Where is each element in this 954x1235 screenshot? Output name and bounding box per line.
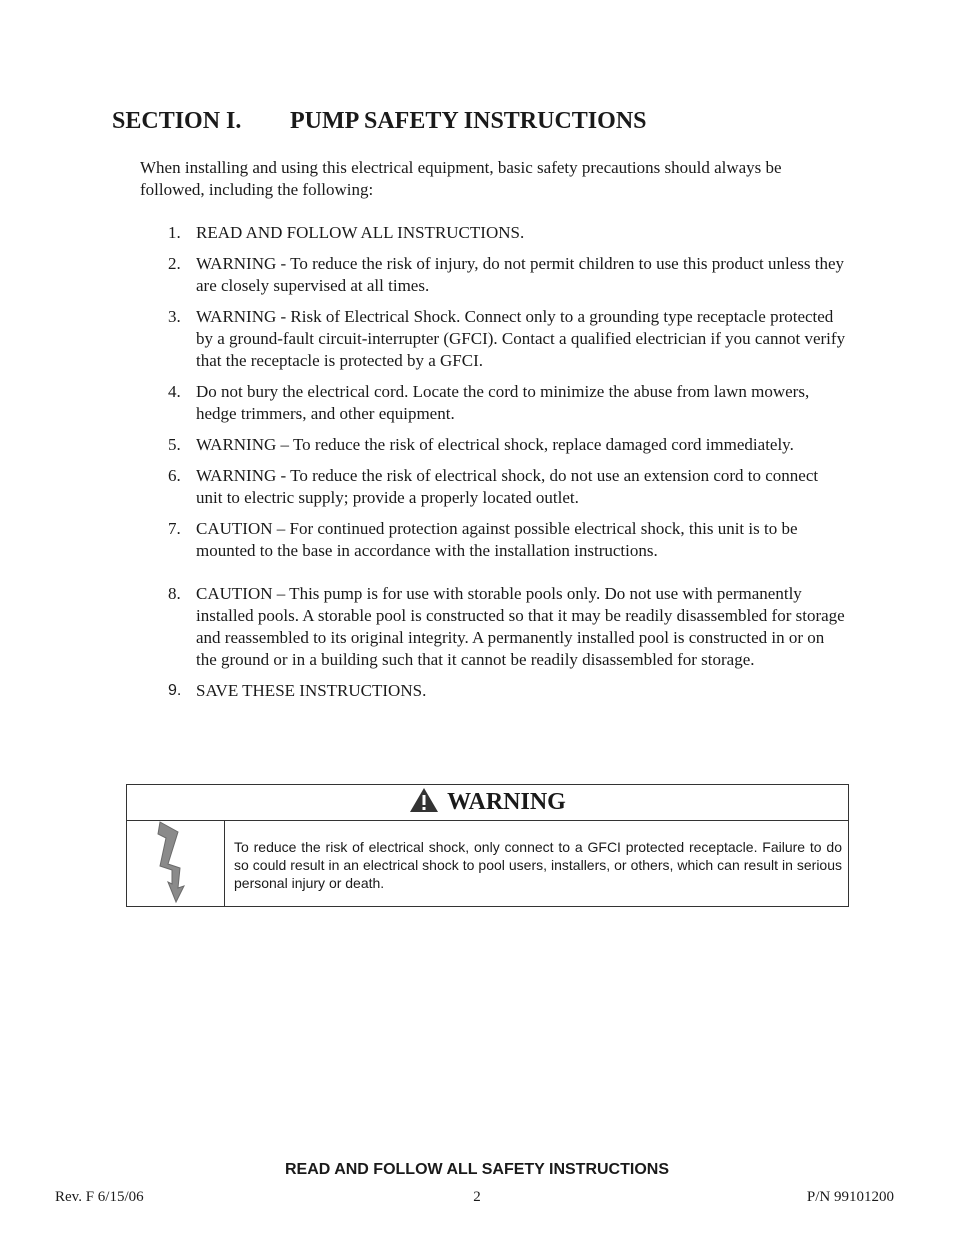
warning-title: WARNING <box>447 789 566 815</box>
list-item <box>168 381 848 425</box>
list-item-text: Do not bury the electrical cord. Locate the cord to minimize the abuse from lawn mowers, hedge trimmers, and other equipment. <box>196 382 810 423</box>
list-item-number: 9. <box>168 682 182 699</box>
list-item-number: 8. <box>168 584 181 603</box>
list-item-number: 6. <box>168 466 181 485</box>
list-item-text: WARNING – To reduce the risk of electrical shock, replace damaged cord immediately. <box>196 435 794 454</box>
list-item-text: CAUTION – This pump is for use with storable pools only. Do not use with permanently installed pools. A storable pool is constructed so that it may be readily disassembled for storage and reassembled to its original integrity. A permanently installed pool is constructed in or on the ground or in a building such that it cannot be readily disassembled for storage. <box>196 584 845 669</box>
lightning-bolt-icon <box>156 820 196 909</box>
list-item <box>168 680 848 702</box>
section-label: SECTION I. <box>112 108 242 134</box>
warning-icon-cell <box>127 821 225 907</box>
list-item <box>168 583 848 671</box>
footer-part-number: P/N 99101200 <box>806 1189 894 1205</box>
warning-text: To reduce the risk of electrical shock, only connect to a GFCI protected receptacle. Failure to do so could result in an electrical shock to pool users, installers, or others, which can result in serious personal injury or death. <box>234 839 842 891</box>
safety-instructions-list <box>168 222 848 711</box>
section-title: PUMP SAFETY INSTRUCTIONS <box>290 108 647 134</box>
warning-header <box>127 785 848 821</box>
warning-box <box>126 784 849 907</box>
footer-title: READ AND FOLLOW ALL SAFETY INSTRUCTIONS <box>285 1161 669 1178</box>
list-item-number: 4. <box>168 382 181 401</box>
list-item <box>168 253 848 297</box>
list-item <box>168 306 848 372</box>
list-item <box>168 222 848 244</box>
list-item-text: WARNING - To reduce the risk of electrical shock, do not use an extension cord to connect unit to electric supply; provide a properly located outlet. <box>196 466 819 507</box>
list-item-number: 5. <box>168 435 181 454</box>
list-item-text: SAVE THESE INSTRUCTIONS. <box>196 681 427 700</box>
list-item-number: 3. <box>168 307 181 326</box>
section-heading <box>112 108 647 135</box>
warning-triangle-icon <box>409 787 439 818</box>
list-item <box>168 465 848 509</box>
list-item <box>168 518 848 562</box>
list-item <box>168 434 848 456</box>
footer-revision: Rev. F 6/15/06 <box>55 1189 144 1205</box>
list-item-number: 1. <box>168 223 181 242</box>
list-item-number: 2. <box>168 254 181 273</box>
intro-paragraph: When installing and using this electrical equipment, basic safety precautions should always be followed, including the following: <box>140 158 782 199</box>
list-item-text: CAUTION – For continued protection against possible electrical shock, this unit is to be mounted to the base in accordance with the installation instructions. <box>196 519 798 560</box>
list-item-number: 7. <box>168 519 181 538</box>
list-item-text: READ AND FOLLOW ALL INSTRUCTIONS. <box>196 223 525 242</box>
list-item-text: WARNING - Risk of Electrical Shock. Connect only to a grounding type receptacle protected by a ground-fault circuit-interrupter (GFCI). Contact a qualified electrician if you cannot verify that the receptacle is protected by a GFCI. <box>196 307 846 370</box>
list-item-text: WARNING - To reduce the risk of injury, do not permit children to use this product unless they are closely supervised at all times. <box>196 254 844 295</box>
footer-page-number: 2 <box>473 1189 481 1205</box>
